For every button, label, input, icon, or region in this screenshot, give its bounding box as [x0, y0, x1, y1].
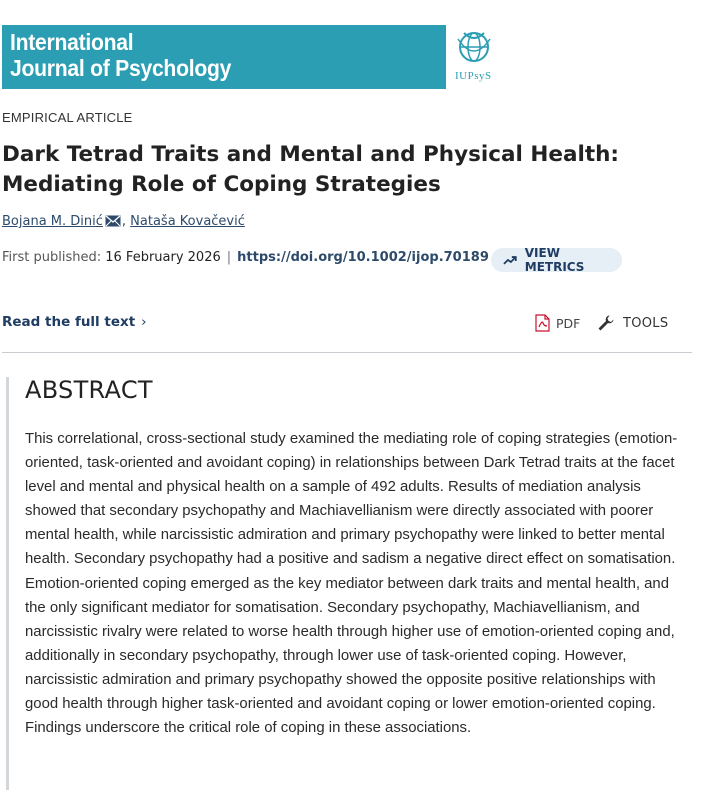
author-list: [2, 214, 245, 229]
logo-text: IUPsyS: [455, 70, 492, 82]
read-full-text-label: Read the full text: [2, 314, 136, 330]
tools-button[interactable]: [597, 314, 668, 332]
pdf-button[interactable]: [535, 314, 580, 332]
section-divider: [2, 352, 692, 353]
read-full-text-link[interactable]: [2, 314, 147, 330]
trending-up-icon: [503, 255, 517, 265]
journal-name-line2: Journal of Psychology: [10, 55, 232, 81]
abstract-accent-bar: [6, 377, 9, 790]
publication-info: [2, 250, 505, 265]
doi-link[interactable]: https://doi.org/10.1002/ijop.70189: [237, 250, 489, 265]
email-icon[interactable]: [105, 215, 121, 227]
abstract-text: This correlational, cross-sectional study examined the mediating role of coping strategies (emotion-oriented, task-oriented and avoidant coping) in relationships between Dark Tetrad traits at the facet level and mental and physical health on a sample of 492 adults. Results of mediation analysis showed that secondary psychopathy and Machiavellianism were directly associated with poorer mental health, while narcissistic admiration and primary psychopathy were linked to better mental health. Secondary psychopathy had a positive and sadism a negative direct effect on somatisation. Emotion-oriented coping emerged as the key mediator between dark traits and mental health, and the only significant mediator for somatisation. Secondary psychopathy, Machiavellianism, and narcissistic rivalry were related to worse health through higher use of emotion-oriented coping and, additionally in secondary psychopathy, through lower use of task-oriented coping. However, narcissistic admiration and primary psychopathy showed the opposite positive relationships with good health through higher task-oriented and avoidant coping or lower emotion-oriented coping. Findings underscore the critical role of coping in these associations.: [25, 431, 678, 737]
pdf-file-icon: [535, 314, 550, 332]
pdf-label: PDF: [556, 315, 581, 331]
journal-banner[interactable]: [2, 25, 446, 89]
author-link-2[interactable]: Nataša Kovačević: [130, 214, 245, 229]
first-published-date: 16 February 2026: [105, 250, 221, 265]
separator: |: [226, 250, 232, 265]
tools-label: TOOLS: [623, 315, 669, 331]
author-separator: ,: [121, 214, 127, 229]
view-metrics-button[interactable]: [491, 248, 622, 272]
wrench-icon: [597, 314, 615, 332]
article-type: EMPIRICAL ARTICLE: [2, 110, 133, 125]
abstract-heading: ABSTRACT: [25, 376, 153, 404]
author-link-1[interactable]: Bojana M. Dinić: [2, 214, 103, 229]
journal-name-line1: International: [10, 29, 134, 55]
article-title: Dark Tetrad Traits and Mental and Physical Health: Mediating Role of Coping Strategies: [2, 142, 620, 197]
view-metrics-label: VIEW METRICS: [524, 246, 585, 274]
first-published-label: First published:: [2, 250, 102, 265]
chevron-right-icon: ›: [141, 314, 147, 330]
